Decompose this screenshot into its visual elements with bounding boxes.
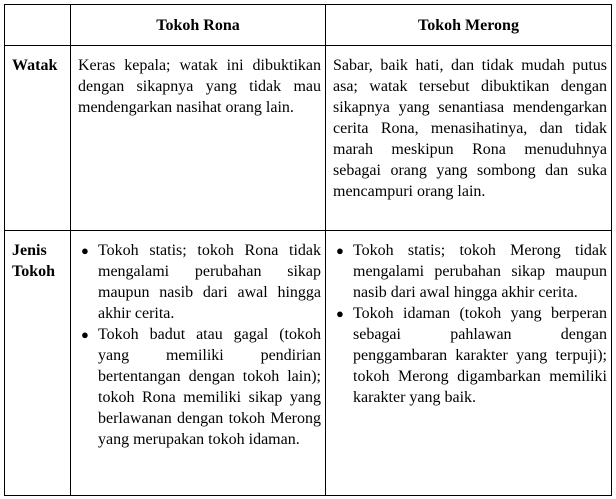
row-label-watak (5, 46, 71, 231)
bullet-icon: ● (336, 306, 344, 321)
header-tokoh-rona: Tokoh Rona (71, 5, 326, 46)
list-item (333, 303, 607, 408)
table-row (5, 46, 612, 231)
table-header-row (5, 5, 612, 46)
bullet-icon: ● (336, 243, 344, 258)
header-empty-cell (5, 5, 71, 46)
header-tokoh-merong: Tokoh Merong (326, 5, 612, 46)
cell-merong-jenis (326, 231, 612, 496)
cell-rona-jenis (71, 231, 326, 496)
bullet-list (333, 240, 607, 408)
comparison-table (4, 4, 612, 496)
list-item-text: Tokoh statis; tokoh Rona tidak mengalami perubahan sikap maupun nasib dari awal hingga akhir cerita. (98, 242, 321, 322)
list-item (78, 240, 321, 324)
list-item (333, 240, 607, 303)
bullet-icon: ● (81, 327, 89, 342)
bullet-icon: ● (81, 243, 89, 258)
row-label-text: Watak (12, 57, 58, 74)
cell-rona-watak (71, 46, 326, 231)
cell-text: Keras kepala; watak ini dibuktikan dengan sikapnya yang tidak mau mendengarkan nasihat orang lain. (78, 57, 321, 116)
list-item-text: Tokoh badut atau gagal (tokoh yang memiliki pendirian bertentangan dengan tokoh lain); tokoh Rona memiliki sikap yang berlawanan dengan tokoh Merong yang merupakan tokoh idaman. (98, 326, 321, 448)
bullet-list (78, 240, 321, 450)
list-item-text: Tokoh idaman (tokoh yang berperan sebagai pahlawan dengan penggambaran karakter yang terpuji); tokoh Merong digambarkan memiliki karakter yang baik. (353, 305, 607, 406)
list-item-text: Tokoh statis; tokoh Merong tidak mengalami perubahan sikap maupun nasib dari awal hingga akhir cerita. (353, 242, 607, 301)
row-label-jenis-tokoh (5, 231, 71, 496)
row-label-line: Tokoh (12, 263, 55, 280)
cell-text: Sabar, baik hati, dan tidak mudah putus asa; watak tersebut dibuktikan dengan sikapnya yang senantiasa mendengarkan cerita Rona, menasihatinya, dan tidak marah meskipun Rona menuduhnya sebagai orang yang sombong dan suka mencampuri orang lain. (333, 57, 607, 200)
list-item (78, 324, 321, 450)
table-row (5, 231, 612, 496)
row-label-line: Jenis (12, 242, 47, 259)
cell-merong-watak (326, 46, 612, 231)
